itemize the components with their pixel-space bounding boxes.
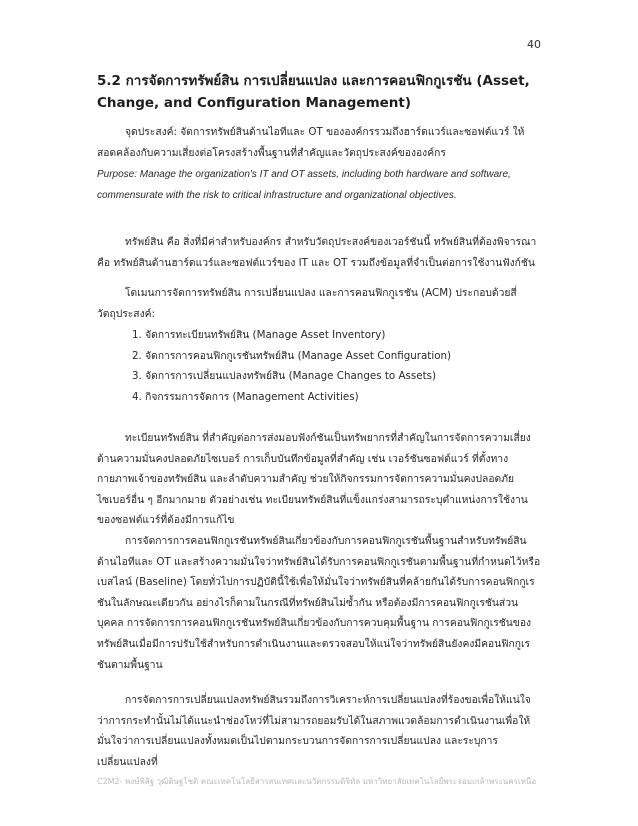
- section-number: 5.2: [97, 73, 121, 89]
- inventory-paragraph: [97, 428, 542, 531]
- list-item: 2. จัดการการคอนฟิกกูเรชันทรัพย์สิน (Manage Asset Configuration): [132, 349, 452, 362]
- objective-thai: [97, 122, 542, 163]
- list-item: 1. จัดการทะเบียนทรัพย์สิน (Manage Asset Inventory): [132, 329, 386, 341]
- section-heading: [97, 70, 547, 114]
- objective-english: Purpose: Manage the organization's IT and OT assets, including both hardware and software, commensurate with the risk to critical infrastructure and organizational objectives.: [97, 169, 511, 201]
- change-paragraph: [97, 690, 542, 772]
- asset-definition-text: ทรัพย์สิน คือ สิ่งที่มีค่าสำหรับองค์กร สำหรับวัตถุประสงค์ของเวอร์ชันนี้ ทรัพย์สินที่ต้องพิจารณา คือ ทรัพย์สินด้านฮาร์ดแวร์และซอฟต์แวร์ของ IT และ OT รวมถึงข้อมูลที่จำเป็นต่อการใช้งานฟังก์ชัน: [97, 236, 537, 269]
- configuration-paragraph: [97, 531, 542, 675]
- page-footer: C2M2- พงษ์พิสิฐ วุฒิดิษฐโชติ คณะเทคโนโลยีสารสนเทศและนวัตกรรมดิจิทัล มหาวิทยาลัยเทคโนโลยีพระจอมเกล้าพระนครเหนือ: [97, 777, 537, 786]
- inventory-paragraph-text: ทะเบียนทรัพย์สิน ที่สำคัญต่อการส่งมอบฟังก์ชันเป็นทรัพยากรที่สำคัญในการจัดการความเสี่ยงด้านความมั่นคงปลอดภัยไซเบอร์ การเก็บบันทึกข้อมูลที่สำคัญ เช่น เวอร์ชันซอฟต์แวร์ ที่ตั้งทางกายภาพเจ้าของทรัพย์สิน และลำดับความสำคัญ ช่วยให้กิจกรรมการจัดการความมั่นคงปลอดภัยไซเบอร์อื่น ๆ อีกมากมาย ตัวอย่างเช่น ทะเบียนทรัพย์สินที่แข็งแกร่งสามารถระบุตำแหน่งการใช้งานของซอฟต์แวร์ที่ต้องมีการแก้ไข: [97, 432, 531, 527]
- acm-intro: [97, 283, 542, 324]
- acm-intro-text: โดเมนการจัดการทรัพย์สิน การเปลี่ยนแปลง และการคอนฟิกกูเรชัน (ACM) ประกอบด้วยสี่วัตถุประสงค์:: [97, 287, 517, 320]
- page-number: 40: [527, 38, 541, 51]
- objective-thai-text: จุดประสงค์: จัดการทรัพย์สินด้านไอทีและ OT ขององค์กรรวมถึงฮาร์ดแวร์และซอฟต์แวร์ ให้สอดคล้องกับความเสี่ยงต่อโครงสร้างพื้นฐานที่สำคัญและวัตถุประสงค์ขององค์กร: [97, 126, 525, 159]
- acm-objectives-list: [132, 325, 532, 407]
- section-title: การจัดการทรัพย์สิน การเปลี่ยนแปลง และการคอนฟิกกูเรชัน (Asset, Change, and Configuration Management): [97, 73, 530, 111]
- list-item: 4. กิจกรรมการจัดการ (Management Activities): [132, 390, 359, 403]
- asset-definition: [97, 232, 542, 273]
- configuration-paragraph-text: การจัดการการคอนฟิกกูเรชันทรัพย์สินเกี่ยวข้องกับการคอนฟิกกูเรชันพื้นฐานสำหรับทรัพย์สินด้านไอทีและ OT และสร้างความมั่นใจว่าทรัพย์สินได้รับการคอนฟิกกูเรชันตามพื้นฐานที่กำหนดไว้หรือเบสไลน์ (Baseline) โดยทั่วไปการปฏิบัตินี้ใช้เพื่อให้มั่นใจว่าทรัพย์สินที่คล้ายกันได้รับการคอนฟิกกูเรชันในลักษณะเดียวกัน อย่างไรก็ตามในกรณีที่ทรัพย์สินไม่ซ้ำกัน หรือต้องมีการคอนฟิกกูเรชันส่วนบุคคล การจัดการการคอนฟิกกูเรชันทรัพย์สินเกี่ยวข้องกับการควบคุมพื้นฐาน การคอนฟิกกูเรชันของทรัพย์สินเมื่อมีการปรับใช้สำหรับการดำเนินงานและตรวจสอบให้แน่ใจว่าทรัพย์สินยังคงมีคอนฟิกกูเรชันตามพื้นฐาน: [97, 535, 541, 671]
- change-paragraph-text: การจัดการการเปลี่ยนแปลงทรัพย์สินรวมถึงการวิเคราะห์การเปลี่ยนแปลงที่ร้องขอเพื่อให้แน่ใจว่าการกระทำนั้นไม่ได้แนะนำช่องโหว่ที่ไม่สามารถยอมรับได้ในสภาพแวดล้อมการดำเนินงานเพื่อให้มั่นใจว่าการเปลี่ยนแปลงทั้งหมดเป็นไปตามกระบวนการจัดการการเปลี่ยนแปลง และระบุการเปลี่ยนแปลงที่: [97, 694, 531, 768]
- list-item: 3. จัดการการเปลี่ยนแปลงทรัพย์สิน (Manage Changes to Assets): [132, 370, 436, 383]
